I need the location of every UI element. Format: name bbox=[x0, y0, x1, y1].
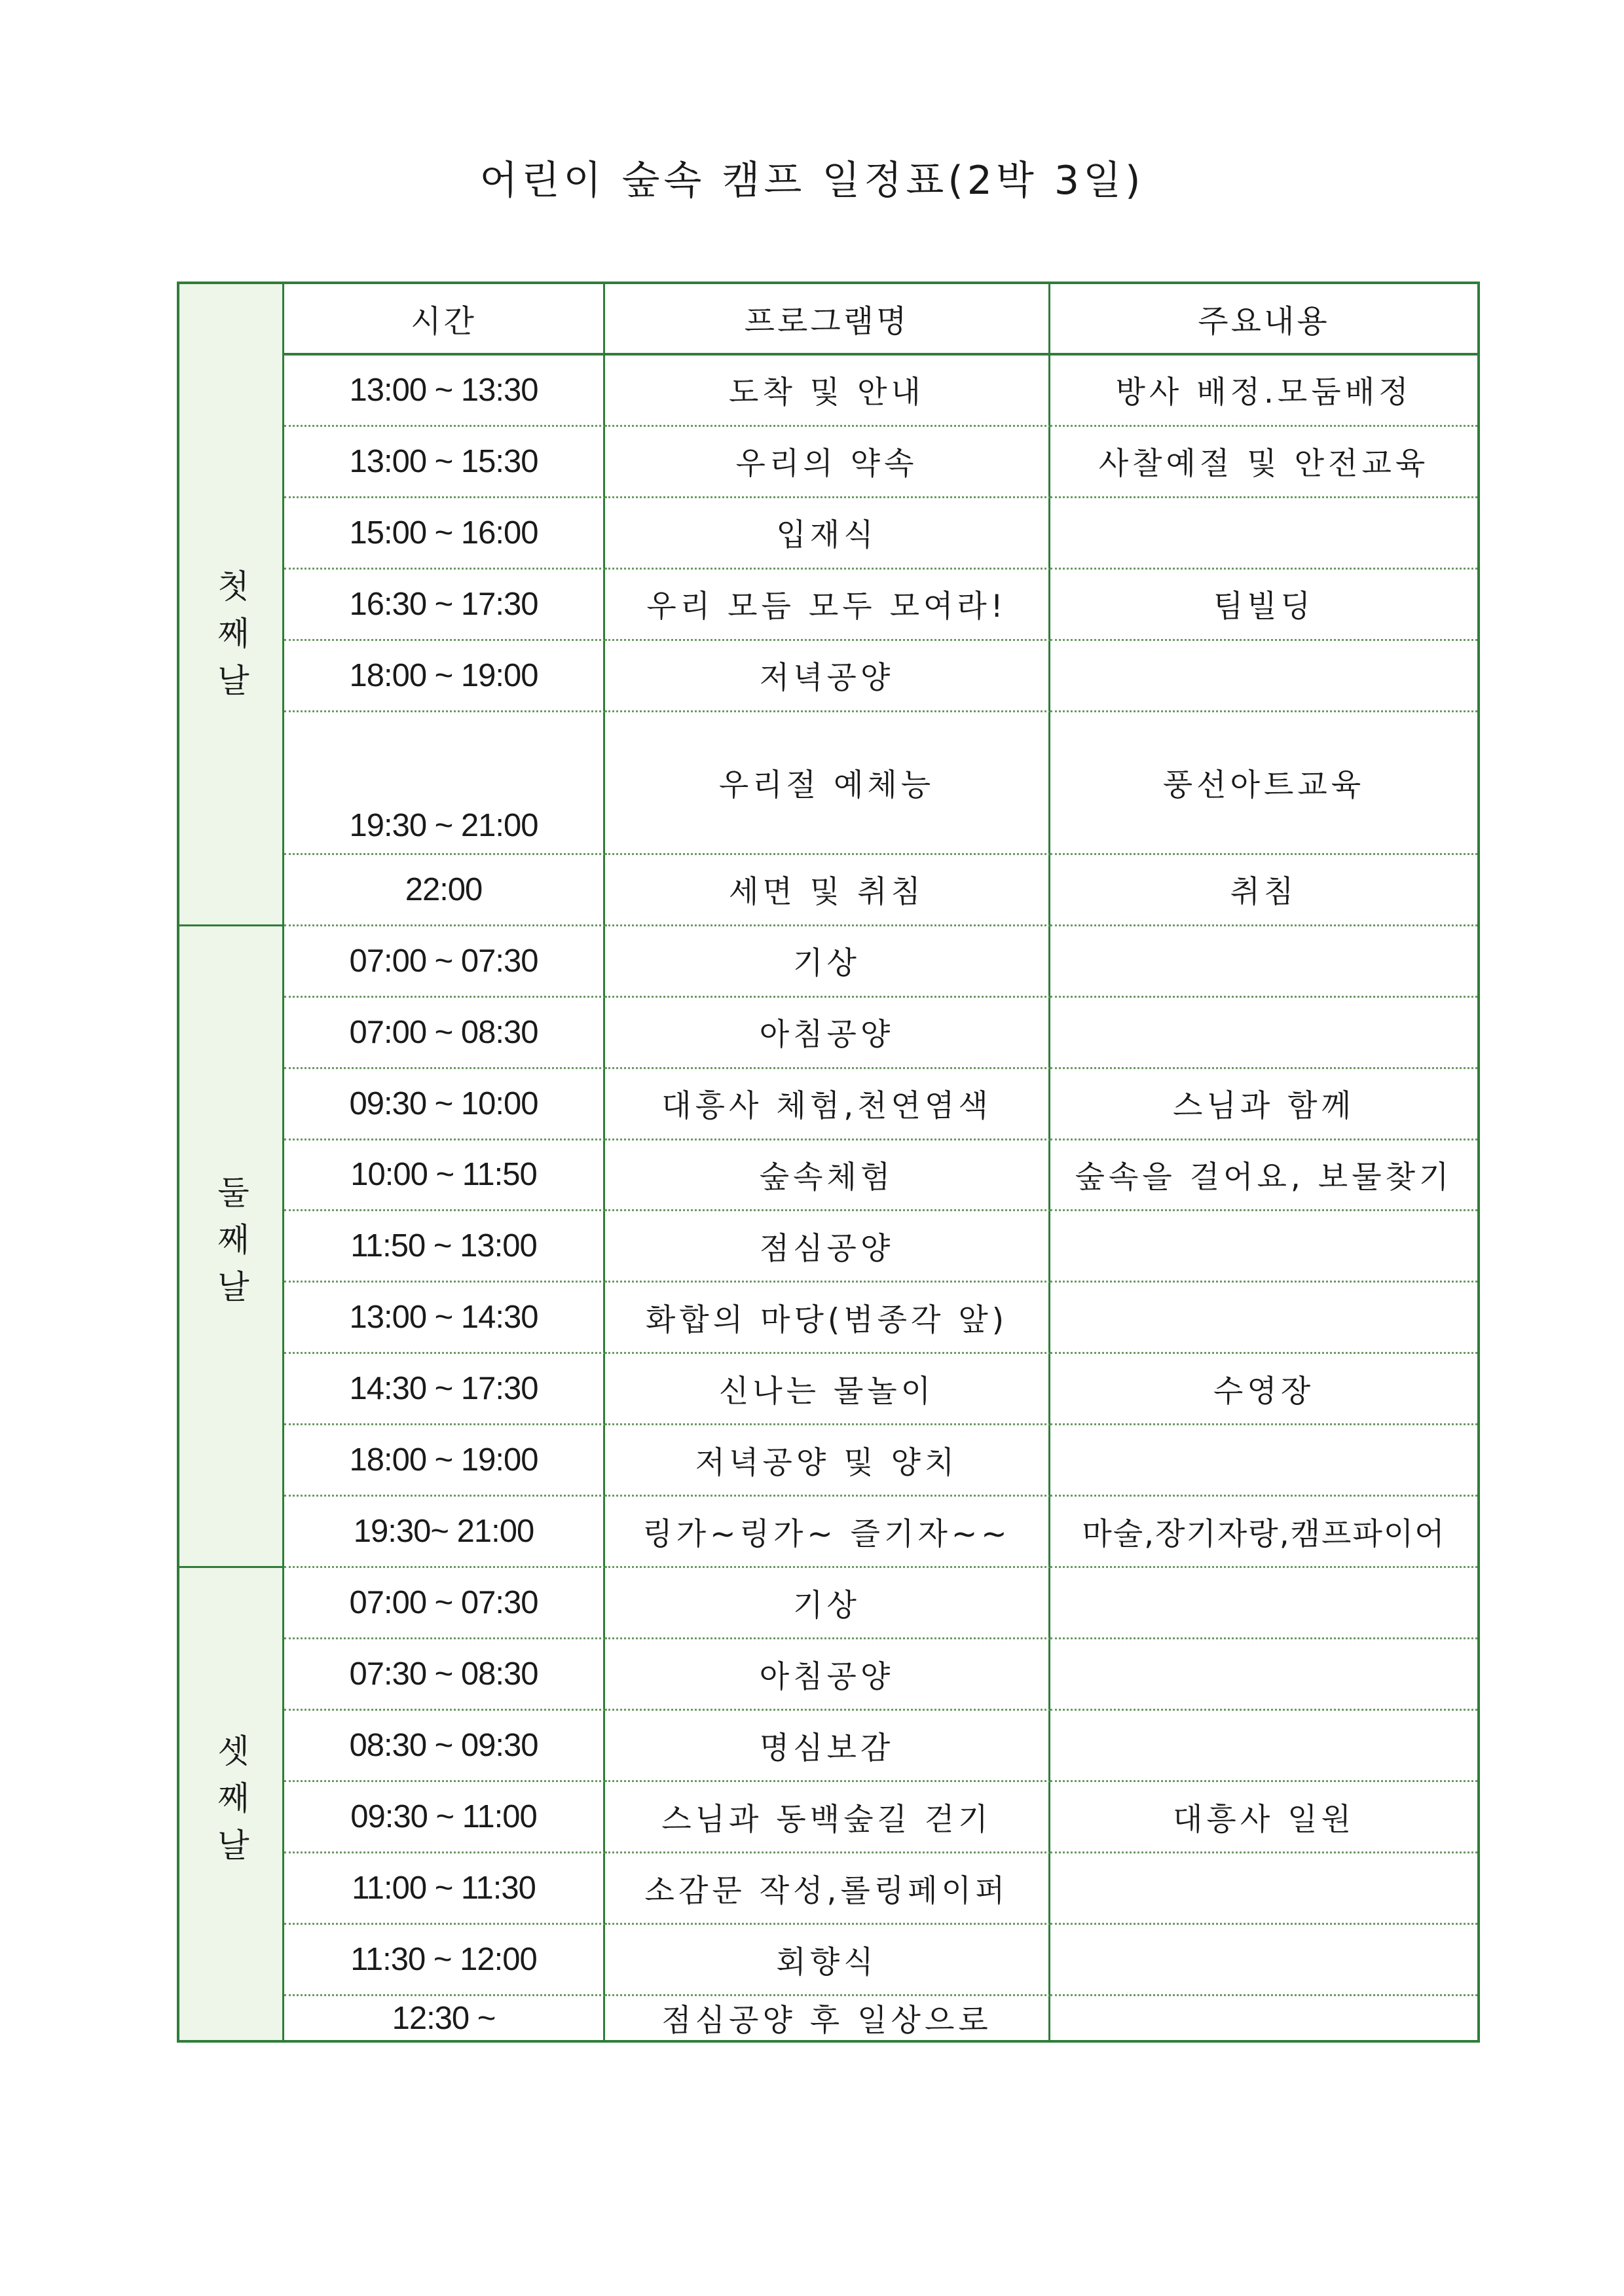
row-time: 09:30 ~ 11:00 bbox=[284, 1782, 605, 1853]
row-program: 아침공양 bbox=[605, 1639, 1050, 1711]
day-label-day3: 셋째날 bbox=[179, 1568, 284, 2040]
row-program: 저녁공양 및 양치 bbox=[605, 1425, 1050, 1497]
row-program: 점심공양 bbox=[605, 1211, 1050, 1283]
row-content: 숲속을 걸어요, 보물찾기 bbox=[1050, 1140, 1477, 1212]
row-time: 13:00 ~ 14:30 bbox=[284, 1283, 605, 1354]
day-label-day2: 둘째날 bbox=[179, 926, 284, 1569]
row-program: 신나는 물놀이 bbox=[605, 1354, 1050, 1425]
row-time: 15:00 ~ 16:00 bbox=[284, 498, 605, 570]
row-program: 링가~링가~ 즐기자~~ bbox=[605, 1497, 1050, 1568]
row-content bbox=[1050, 998, 1477, 1069]
header-time: 시간 bbox=[284, 284, 605, 355]
document-title: 어린이 숲속 캠프 일정표(2박 3일) bbox=[479, 158, 1145, 204]
row-content bbox=[1050, 1925, 1477, 1996]
row-content: 팀빌딩 bbox=[1050, 570, 1477, 641]
row-content bbox=[1050, 1639, 1477, 1711]
row-program: 저녁공양 bbox=[605, 641, 1050, 712]
row-content: 사찰예절 및 안전교육 bbox=[1050, 427, 1477, 498]
row-content: 대흥사 일원 bbox=[1050, 1782, 1477, 1853]
camp-schedule-table bbox=[177, 282, 1480, 2043]
row-time: 18:00 ~ 19:00 bbox=[284, 1425, 605, 1497]
row-content bbox=[1050, 1853, 1477, 1925]
row-time: 11:00 ~ 11:30 bbox=[284, 1853, 605, 1925]
row-time: 07:00 ~ 07:30 bbox=[284, 1568, 605, 1639]
row-time: 08:30 ~ 09:30 bbox=[284, 1711, 605, 1782]
row-time: 12:30 ~ bbox=[284, 1996, 605, 2040]
header-corner-cell bbox=[179, 284, 284, 355]
row-time: 22:00 bbox=[284, 855, 605, 926]
row-time: 10:00 ~ 11:50 bbox=[284, 1140, 605, 1212]
row-program: 기상 bbox=[605, 926, 1050, 998]
row-program: 우리절 예체능 bbox=[605, 712, 1050, 855]
row-program: 숲속체험 bbox=[605, 1140, 1050, 1212]
row-content bbox=[1050, 926, 1477, 998]
header-content: 주요내용 bbox=[1050, 284, 1477, 355]
row-program: 우리의 약속 bbox=[605, 427, 1050, 498]
row-program: 입재식 bbox=[605, 498, 1050, 570]
row-content bbox=[1050, 1711, 1477, 1782]
row-time: 07:30 ~ 08:30 bbox=[284, 1639, 605, 1711]
row-time: 13:00 ~ 13:30 bbox=[284, 355, 605, 427]
row-time: 18:00 ~ 19:00 bbox=[284, 641, 605, 712]
row-program: 화합의 마당(범종각 앞) bbox=[605, 1283, 1050, 1354]
row-time: 14:30 ~ 17:30 bbox=[284, 1354, 605, 1425]
row-program: 세면 및 취침 bbox=[605, 855, 1050, 926]
row-content: 스님과 함께 bbox=[1050, 1069, 1477, 1140]
row-content bbox=[1050, 1283, 1477, 1354]
row-program: 명심보감 bbox=[605, 1711, 1050, 1782]
row-content: 수영장 bbox=[1050, 1354, 1477, 1425]
row-program: 스님과 동백숲길 걷기 bbox=[605, 1782, 1050, 1853]
row-program: 대흥사 체험,천연염색 bbox=[605, 1069, 1050, 1140]
row-time: 13:00 ~ 15:30 bbox=[284, 427, 605, 498]
row-program: 아침공양 bbox=[605, 998, 1050, 1069]
row-content: 취침 bbox=[1050, 855, 1477, 926]
row-program: 점심공양 후 일상으로 bbox=[605, 1996, 1050, 2040]
row-program: 기상 bbox=[605, 1568, 1050, 1639]
row-time: 19:30 ~ 21:00 bbox=[284, 712, 605, 855]
row-time: 07:00 ~ 07:30 bbox=[284, 926, 605, 998]
row-content: 풍선아트교육 bbox=[1050, 712, 1477, 855]
row-time: 09:30 ~ 10:00 bbox=[284, 1069, 605, 1140]
row-program: 우리 모듬 모두 모여라! bbox=[605, 570, 1050, 641]
day-label-day1: 첫째날 bbox=[179, 355, 284, 926]
row-content: 방사 배정.모둠배정 bbox=[1050, 355, 1477, 427]
row-content: 마술,장기자랑,캠프파이어 bbox=[1050, 1497, 1477, 1568]
row-content bbox=[1050, 498, 1477, 570]
row-content bbox=[1050, 641, 1477, 712]
row-time: 19:30~ 21:00 bbox=[284, 1497, 605, 1568]
row-time: 16:30 ~ 17:30 bbox=[284, 570, 605, 641]
row-content bbox=[1050, 1568, 1477, 1639]
row-time: 07:00 ~ 08:30 bbox=[284, 998, 605, 1069]
row-program: 소감문 작성,롤링페이퍼 bbox=[605, 1853, 1050, 1925]
row-content bbox=[1050, 1425, 1477, 1497]
row-content bbox=[1050, 1996, 1477, 2040]
row-time: 11:30 ~ 12:00 bbox=[284, 1925, 605, 1996]
row-content bbox=[1050, 1211, 1477, 1283]
row-program: 도착 및 안내 bbox=[605, 355, 1050, 427]
header-program: 프로그램명 bbox=[605, 284, 1050, 355]
row-program: 회향식 bbox=[605, 1925, 1050, 1996]
row-time: 11:50 ~ 13:00 bbox=[284, 1211, 605, 1283]
